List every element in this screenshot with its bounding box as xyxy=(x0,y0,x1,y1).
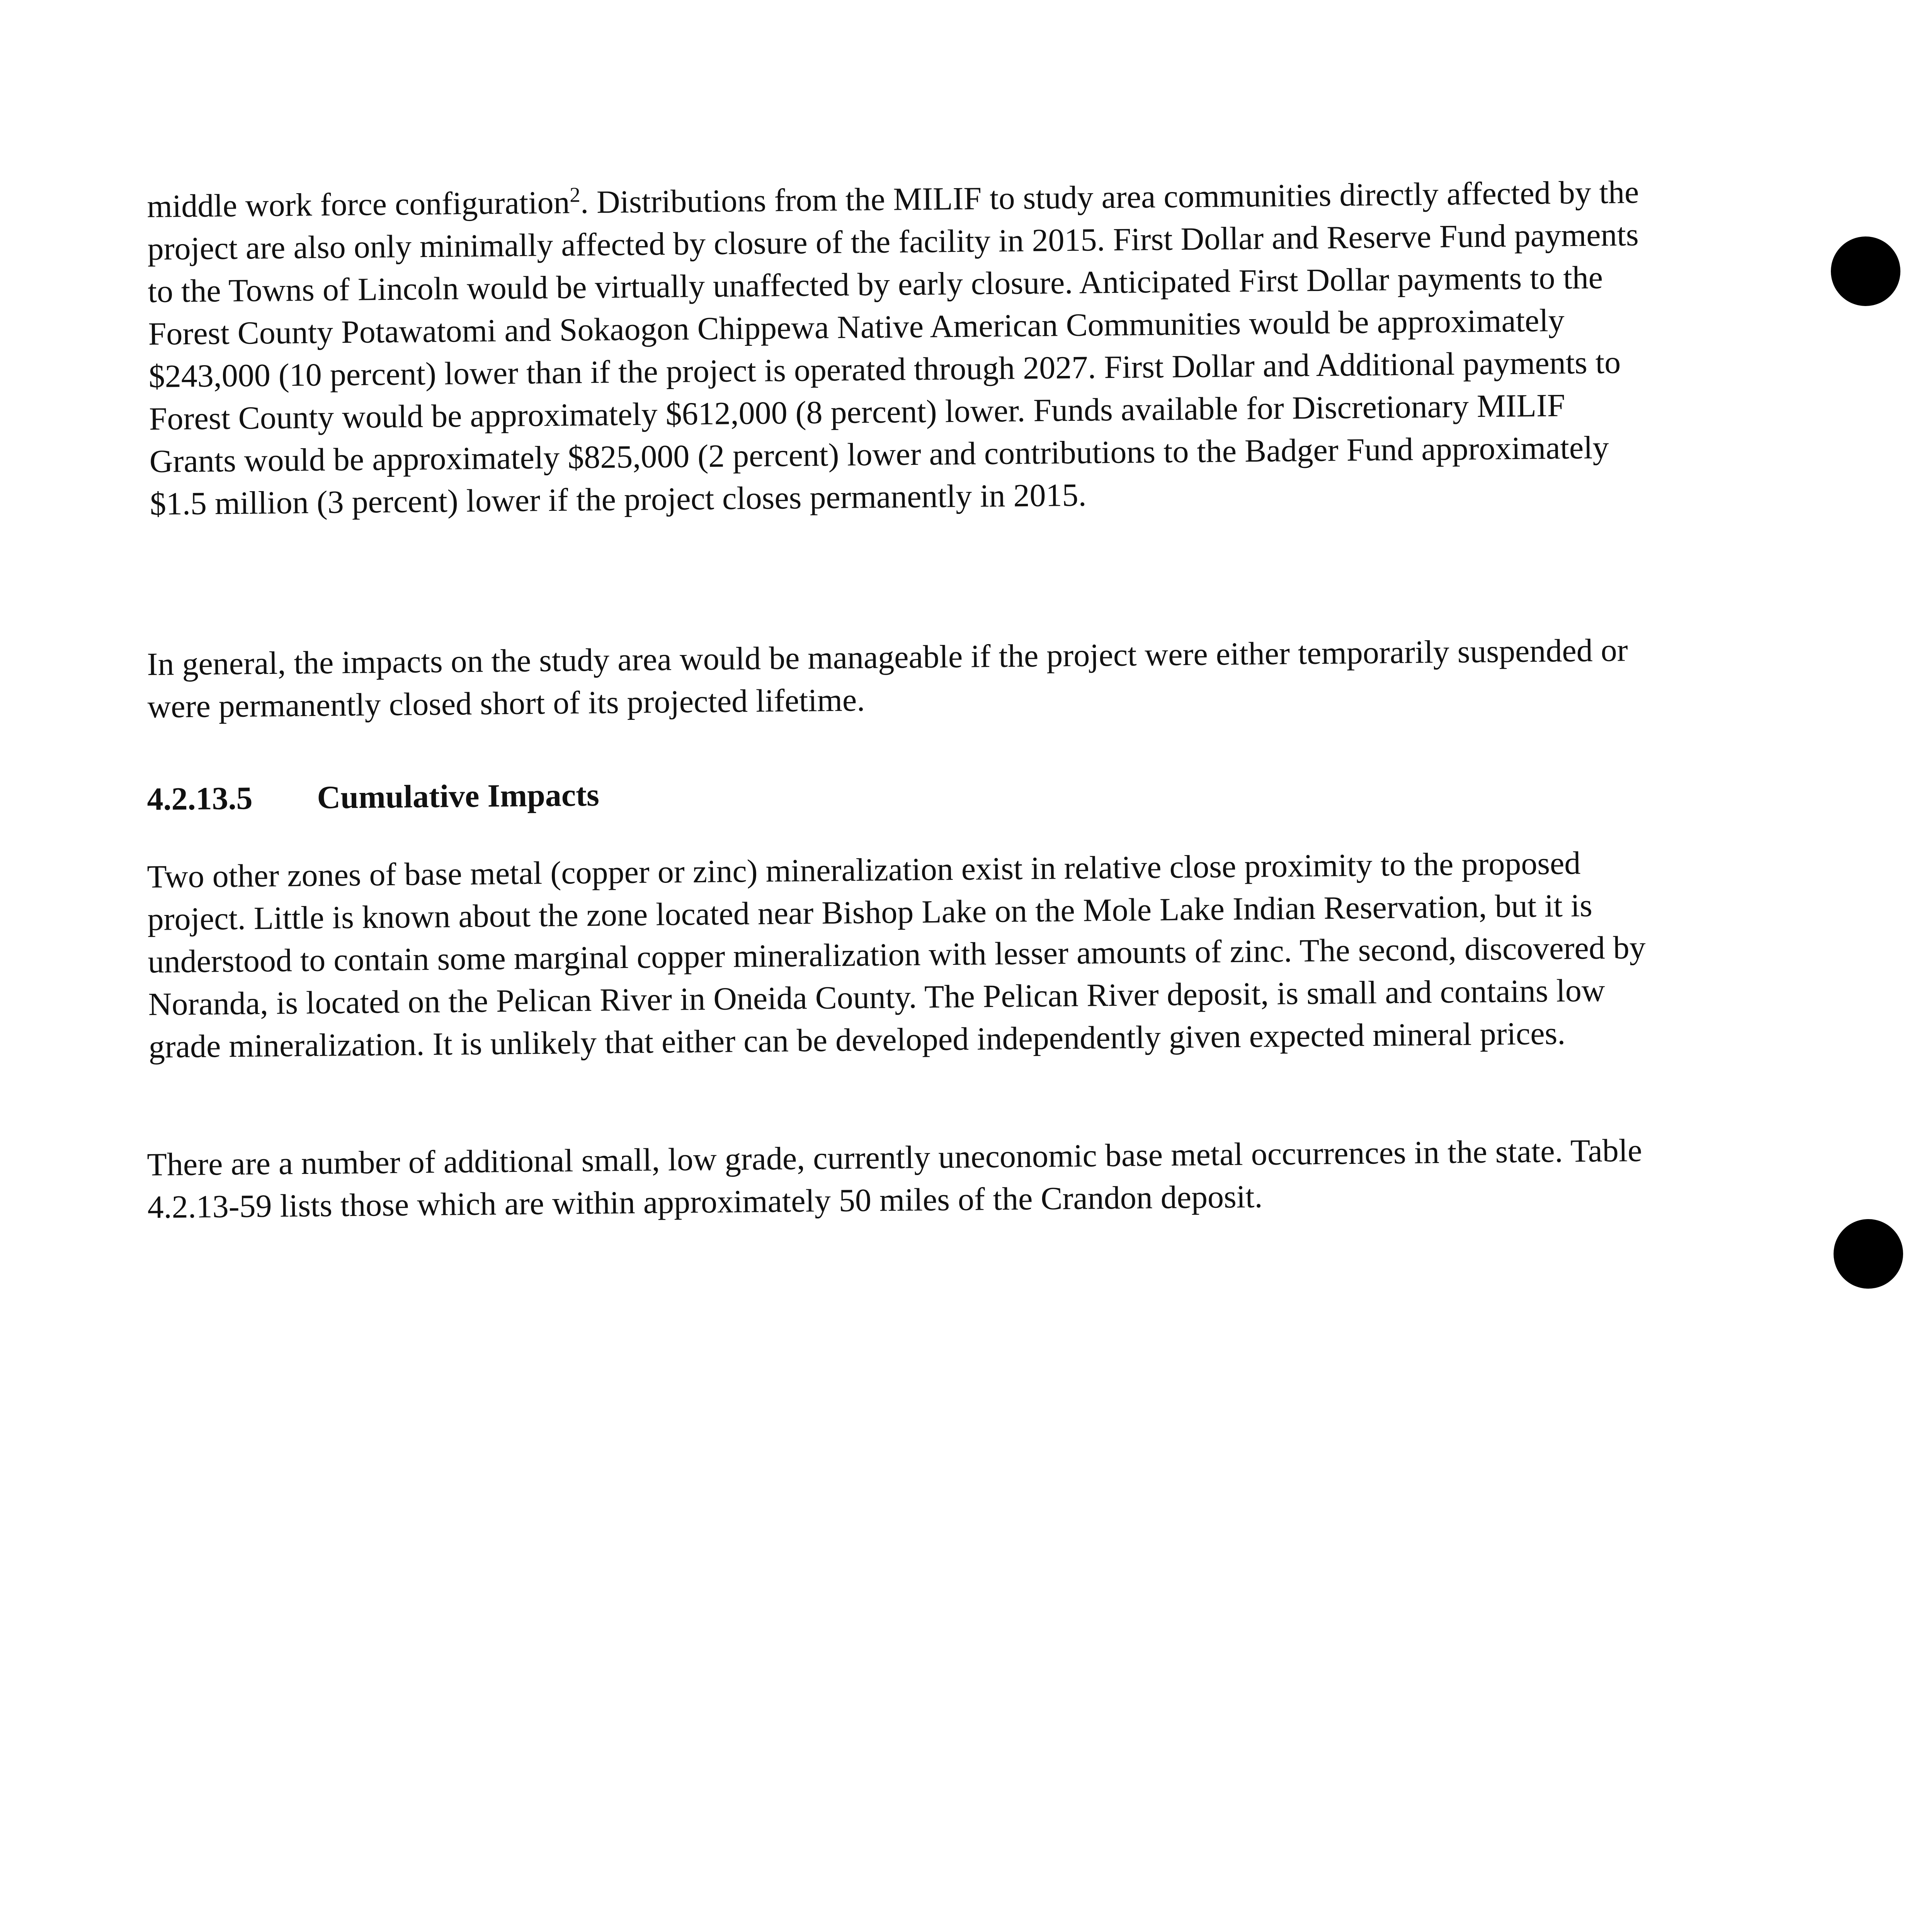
body-paragraph-4: There are a number of additional small, low grade, currently uneconomic base metal occurrences in the state. Table 4.2.13-59 lists those which are within approximately 50 miles of the Crandon deposit. xyxy=(147,1132,1642,1225)
section-heading xyxy=(147,776,599,818)
binder-hole-middle xyxy=(1834,1219,1903,1289)
body-paragraph-3: Two other zones of base metal (copper or zinc) mineralization exist in relative close proximity to the proposed project. Little is known about the zone located near Bishop Lake on the Mole Lake Indian Reservation, but it is understood to contain some marginal copper mineralization with lesser amounts of zinc. The second, discovered by Noranda, is located on the Pelican River in Oneida County. The Pelican River deposit, is small and contains low grade mineralization. It is unlikely that either can be developed independently given expected mineral prices. xyxy=(147,845,1646,1065)
paragraph-1-text-end: . Distributions from the MILIF to study area communities directly affected by the project are also only minimally affected by closure of the facility in 2015. First Dollar and Reserve Fund payments to the Towns of Lincoln would be virtually unaffected by early closure. Anticipated First Dollar payments to the Forest County Potawatomi and Sokaogon Chippewa Native American Communities would be approximately $243,000 (10 percent) lower than if the project is operated through 2027. First Dollar and Additional payments to Forest County would be approximately $612,000 (8 percent) lower. Funds available for Discretionary MILIF Grants would be approximately $825,000 (2 percent) lower and contributions to the Badger Fund approximately $1.5 million (3 percent) lower if the project closes permanently in 2015. xyxy=(147,174,1639,522)
section-number: 4.2.13.5 xyxy=(147,780,253,817)
footnote-reference: 2 xyxy=(569,183,581,207)
paragraph-1-text-start: middle work force configuration xyxy=(147,184,570,224)
body-paragraph-2: In general, the impacts on the study area would be manageable if the project were either temporarily suspended or were permanently closed short of its projected lifetime. xyxy=(147,632,1628,725)
section-title: Cumulative Impacts xyxy=(316,777,600,816)
binder-hole-top xyxy=(1831,236,1900,306)
body-paragraph-1 xyxy=(147,171,1657,526)
